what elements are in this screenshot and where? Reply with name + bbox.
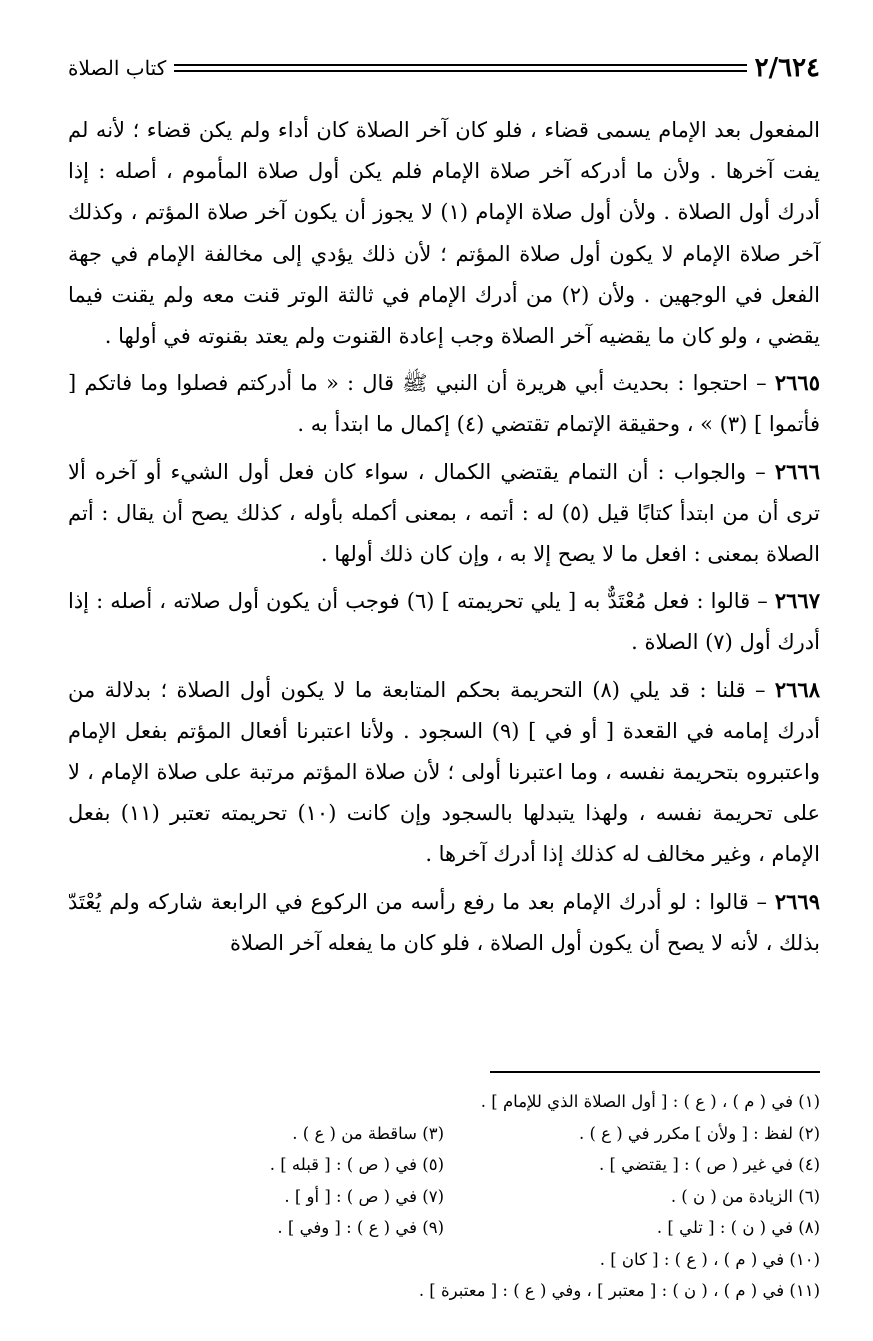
footnote-row: [68, 1181, 820, 1213]
footnotes: [68, 1086, 820, 1307]
paragraph-text: – قلنا : قد يلي (٨) التحريمة بحكم المتابعة ما لا يكون أول الصلاة ؛ بدلالة من أدرك إمامه في القعدة [ أو في ] (٩) السجود . ولأنا اعتبرنا أفعال المؤتم بفعل الإمام واعتبروه بتحريمة نفسه ، وما اعتبرنا أولى ؛ لأن صلاة المؤتم مرتبة على صلاة الإمام ، لا على تحريمة نفسه ، ولهذا يتبدلها بالسجود وإن كانت (١٠) تحريمته تعتبر (١١) بفعل الإمام ، وغير مخالف له كذلك إذا أدرك آخرها .: [68, 677, 820, 867]
footnote: (١) في ( م ) ، ( ع ) : [ أول الصلاة الذي للإمام ] .: [480, 1092, 820, 1111]
paragraph: [68, 669, 820, 876]
footnote-row: [68, 1212, 820, 1244]
footnote: (٨) في ( ن ) : [ تلي ] .: [656, 1218, 820, 1237]
footnote-separator: [490, 1071, 820, 1073]
paragraph: [68, 110, 820, 357]
footnote: (١١) في ( م ) ، ( ن ) : [ معتبر ] ، وفي ( ع ) : [ معتبرة ] .: [418, 1281, 820, 1300]
paragraph-text: – احتجوا : بحديث أبي هريرة أن النبي ﷺ قال : « ما أدركتم فصلوا وما فاتكم [ فأتموا ] (٣) » ، وحقيقة الإتمام تقتضي (٤) إكمال ما ابتدأ به .: [68, 371, 820, 437]
footnote: (٣) ساقطة من ( ع ) .: [292, 1123, 444, 1143]
paragraph-number: ٢٦٦٩: [774, 888, 820, 914]
footnote: (٩) في ( ع ) : [ وفي ] .: [277, 1218, 444, 1237]
paragraph-number: ٢٦٦٦: [774, 458, 820, 484]
paragraph-text: – قالوا : فعل مُعْتَدٌّ به [ يلي تحريمته ] (٦) فوجب أن يكون أول صلاته ، أصله : إذا أدرك أول (٧) الصلاة .: [68, 589, 820, 655]
running-title: كتاب الصلاة: [68, 56, 167, 80]
paragraph-text: – والجواب : أن التمام يقتضي الكمال ، سواء كان فعل أول الشيء أو آخره ألا ترى أن من ابتدأ كتابًا قيل (٥) له : أتمه ، بمعنى أكمله بأوله ، كذلك يصح أن يقال : أتم الصلاة بمعنى : افعل ما لا يصح إلا به ، وإن كان ذلك أولها .: [68, 459, 820, 567]
paragraph-number: ٢٦٦٧: [774, 588, 820, 614]
main-text: [68, 110, 820, 964]
footnote: (٢) لفظ : [ ولأن ] مكرر في ( ع ) .: [578, 1123, 820, 1143]
footnote: (٧) في ( ص ) : [ أو ] .: [284, 1186, 444, 1206]
footnote: (١٠) في ( م ) ، ( ع ) : [ كان ] .: [599, 1249, 820, 1269]
book-page: [68, 50, 821, 1300]
paragraph: [68, 451, 820, 576]
paragraph: [68, 881, 820, 964]
footnote: (٦) الزيادة من ( ن ) .: [670, 1186, 820, 1206]
footnote: (٥) في ( ص ) : [ قبله ] .: [269, 1155, 444, 1174]
paragraph: [68, 362, 820, 445]
page-number: ٢/٦٢٤: [754, 53, 820, 83]
paragraph-text: – قالوا : لو أدرك الإمام بعد ما رفع رأسه من الركوع في الرابعة شاركه ولم يُعْتَدّ بذلك ، لأنه لا يصح أن يكون أول الصلاة ، فلو كان ما يفعله آخر الصلاة: [68, 889, 820, 955]
paragraph: [68, 580, 820, 663]
paragraph-number: ٢٦٦٥: [774, 370, 820, 396]
page-header: [68, 50, 820, 86]
footnote: (٤) في غير ( ص ) : [ يقتضي ] .: [598, 1155, 820, 1174]
footnote-row: [68, 1118, 820, 1150]
paragraph-number: ٢٦٦٨: [774, 676, 820, 702]
footnote-row: [68, 1149, 820, 1181]
paragraph-text: المفعول بعد الإمام يسمى قضاء ، فلو كان آخر الصلاة كان أداء ولم يكن قضاء ؛ لأنه لم يفت آخرها . ولأن ما أدركه آخر صلاة الإمام فلم يكن أول صلاة المأموم ، أصله : إذا أدرك أول الصلاة . ولأن أول صلاة الإمام (١) لا يجوز أن يكون آخر صلاة المؤتم ، وكذلك آخر صلاة الإمام لا يكون أول صلاة المؤتم ؛ لأن ذلك يؤدي إلى مخالفة الإمام في جهة الفعل في الوجهين . ولأن (٢) من أدرك الإمام في ثالثة الوتر قنت معه ولم يقنت فيما يقضي ، ولو كان ما يقضيه آخر الصلاة وجب إعادة القنوت ولم يعتد بقنوته في أولها .: [68, 118, 821, 349]
header-double-rule: [174, 64, 746, 72]
